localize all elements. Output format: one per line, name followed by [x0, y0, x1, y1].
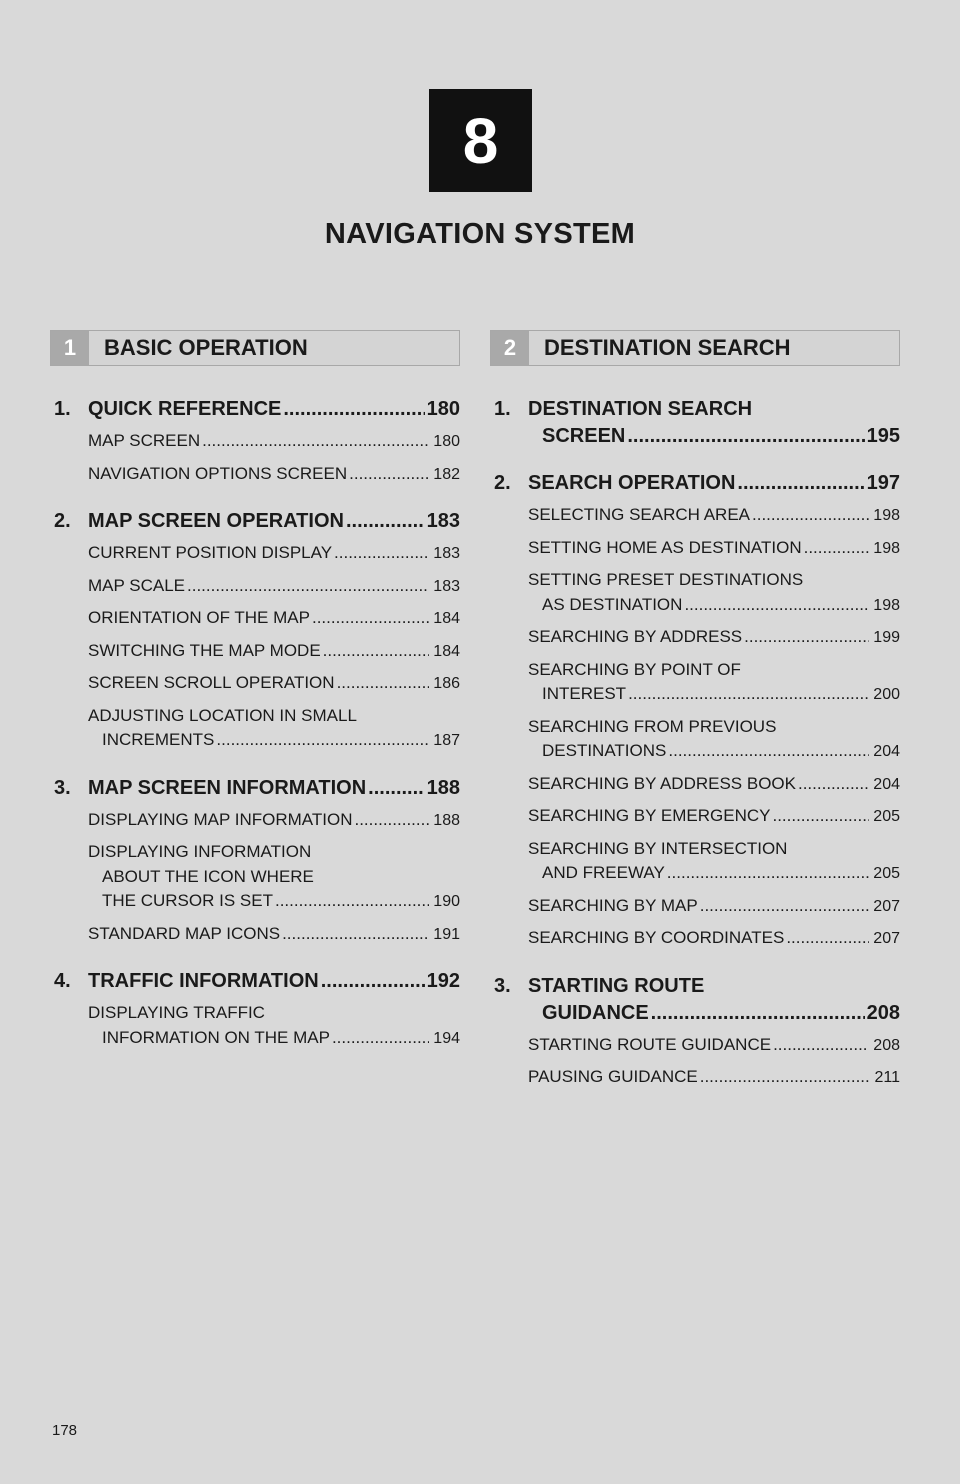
entry-title-block — [528, 396, 900, 450]
subentry-page: 183 — [433, 577, 460, 595]
leader-dots — [334, 541, 429, 566]
toc-subentry[interactable] — [88, 840, 460, 915]
subentry-line — [88, 541, 460, 567]
leader-dots — [346, 508, 425, 535]
subentry-line — [528, 593, 900, 619]
section-destination-search — [490, 330, 900, 1098]
toc-subentry[interactable] — [88, 429, 460, 455]
section-header — [490, 330, 900, 366]
toc-list — [490, 396, 900, 1091]
toc-subentry[interactable] — [528, 658, 900, 708]
subentry-title: DISPLAYING TRAFFIC — [88, 1003, 265, 1022]
toc-chapter-entry[interactable] — [490, 470, 900, 497]
leader-dots — [772, 804, 869, 829]
entry-title: TRAFFIC INFORMATION — [88, 970, 319, 992]
toc-subentry[interactable] — [88, 541, 460, 567]
entry-page: 195 — [866, 425, 900, 447]
subentry-line — [528, 1033, 900, 1059]
toc-chapter-entry[interactable] — [50, 775, 460, 802]
subentry-title: SETTING PRESET DESTINATIONS — [528, 570, 804, 589]
subentry-title: SWITCHING THE MAP MODE — [88, 640, 321, 660]
toc-subentry[interactable] — [528, 804, 900, 830]
subentry-line — [88, 704, 460, 729]
subentry-title: ABOUT THE ICON WHERE — [102, 866, 314, 886]
group-spacer — [50, 494, 460, 508]
leader-dots — [275, 889, 429, 914]
subentry-title: SELECTING SEARCH AREA — [528, 505, 751, 524]
subentry-title: SEARCHING BY ADDRESS BOOK — [528, 773, 796, 793]
section-header — [50, 330, 460, 366]
leader-dots — [354, 808, 429, 833]
subentry-page: 184 — [433, 610, 460, 627]
entry-page: 188 — [426, 776, 460, 799]
toc-subentry[interactable] — [528, 1065, 900, 1091]
entry-page: 192 — [426, 970, 460, 992]
subentry-title: SEARCHING BY POINT OF — [528, 659, 741, 679]
group-spacer — [50, 761, 460, 775]
entry-title: GUIDANCE — [542, 1001, 649, 1024]
subentry-title: AS DESTINATION — [542, 594, 683, 614]
subentry-line — [88, 1001, 460, 1026]
page-number: 178 — [52, 1422, 78, 1439]
toc-subentry[interactable] — [88, 1001, 460, 1051]
leader-dots — [737, 470, 864, 497]
entry-title-line — [88, 396, 460, 423]
subentry-page: 183 — [433, 545, 460, 562]
entry-title: SCREEN — [542, 425, 626, 447]
entry-title-line — [528, 973, 900, 1000]
entry-title-line — [528, 396, 900, 423]
toc-subentry[interactable] — [88, 574, 460, 600]
subentry-page: 205 — [873, 865, 900, 882]
toc-subentry[interactable] — [528, 894, 900, 920]
leader-dots — [321, 968, 425, 995]
subentry-line — [88, 922, 460, 948]
entry-number: 4. — [54, 970, 71, 992]
leader-dots — [323, 639, 430, 664]
entry-title-line — [88, 775, 460, 802]
subentry-page: 198 — [873, 596, 900, 614]
subentry-line — [528, 1065, 900, 1091]
chapter-number-badge — [429, 89, 532, 192]
subentry-page: 187 — [433, 732, 460, 749]
subentry-page: 211 — [874, 1069, 900, 1086]
subentry-line — [88, 1026, 460, 1052]
entry-page: 183 — [426, 510, 460, 532]
entry-title: SEARCH OPERATION — [528, 472, 736, 494]
subentry-line — [528, 739, 900, 765]
subentry-line — [88, 671, 460, 697]
subentry-title: STARTING ROUTE GUIDANCE — [528, 1034, 772, 1054]
entry-title-block — [88, 396, 460, 423]
toc-subentry[interactable] — [528, 837, 900, 887]
toc-list — [50, 396, 460, 1051]
entry-title: MAP SCREEN INFORMATION — [88, 776, 367, 799]
subentry-page: 208 — [873, 1036, 900, 1054]
leader-dots — [283, 396, 424, 423]
subentry-line — [88, 462, 460, 488]
group-spacer — [490, 456, 900, 470]
toc-chapter-entry[interactable] — [50, 968, 460, 995]
leader-dots — [368, 775, 424, 802]
subentry-line — [88, 429, 460, 455]
subentry-line — [528, 837, 900, 862]
subentry-page: 194 — [433, 1029, 460, 1047]
entry-title: STARTING ROUTE — [528, 974, 705, 997]
entry-title-block — [528, 470, 900, 497]
toc-subentry[interactable] — [88, 639, 460, 665]
entry-title-line — [542, 1000, 900, 1027]
chapter-number: 8 — [462, 104, 499, 177]
subentry-page: 199 — [873, 629, 900, 646]
subentry-title: MAP SCREEN — [88, 431, 201, 450]
entry-number: 2. — [494, 472, 511, 494]
subentry-line — [88, 639, 460, 665]
subentry-page: 180 — [433, 433, 460, 450]
section-basic-operation — [50, 330, 460, 1058]
leader-dots — [202, 429, 429, 454]
section-title: DESTINATION SEARCH — [544, 335, 791, 360]
toc-subentry[interactable] — [528, 715, 900, 765]
toc-subentry[interactable] — [528, 625, 900, 651]
leader-dots — [349, 462, 429, 487]
toc-chapter-entry[interactable] — [50, 396, 460, 423]
subentry-line — [528, 715, 900, 740]
toc-subentry[interactable] — [528, 772, 900, 798]
entry-number: 3. — [494, 974, 511, 997]
subentry-title: DESTINATIONS — [542, 741, 667, 760]
subentry-title: CURRENT POSITION DISPLAY — [88, 543, 333, 562]
subentry-page: 200 — [873, 686, 900, 703]
entry-title-block — [88, 968, 460, 995]
subentry-title: SEARCHING BY INTERSECTION — [528, 838, 788, 858]
leader-dots — [798, 772, 869, 797]
subentry-title: SCREEN SCROLL OPERATION — [88, 673, 335, 692]
entry-number: 3. — [54, 776, 71, 799]
subentry-line — [88, 808, 460, 834]
subentry-title: THE CURSOR IS SET — [102, 891, 273, 910]
subentry-title: SEARCHING BY ADDRESS — [528, 627, 743, 646]
subentry-page: 198 — [873, 539, 900, 557]
leader-dots — [700, 894, 870, 919]
leader-dots — [216, 728, 429, 753]
subentry-page: 186 — [433, 675, 460, 692]
leader-dots — [700, 1065, 871, 1090]
subentry-page: 198 — [873, 507, 900, 524]
leader-dots — [752, 503, 869, 528]
entry-title-block — [88, 775, 460, 802]
leader-dots — [668, 739, 869, 764]
subentry-page: 204 — [873, 743, 900, 760]
toc-subentry[interactable] — [528, 503, 900, 529]
toc-subentry[interactable] — [528, 1033, 900, 1059]
subentry-line — [88, 889, 460, 915]
subentry-page: 188 — [433, 811, 460, 829]
leader-dots — [667, 861, 870, 886]
subentry-title: PAUSING GUIDANCE — [528, 1067, 698, 1086]
subentry-title: SEARCHING FROM PREVIOUS — [528, 716, 777, 736]
subentry-page: 207 — [873, 930, 900, 947]
leader-dots — [282, 922, 429, 947]
toc-subentry[interactable] — [88, 606, 460, 632]
toc-subentry[interactable] — [528, 926, 900, 952]
subentry-line — [528, 926, 900, 952]
subentry-line — [528, 658, 900, 683]
chapter-title: NAVIGATION SYSTEM — [324, 218, 636, 250]
subentry-title: ADJUSTING LOCATION IN SMALL — [88, 705, 357, 725]
subentry-line — [528, 861, 900, 887]
section-number: 1 — [51, 331, 89, 365]
leader-dots — [651, 1000, 865, 1027]
toc-subentry[interactable] — [528, 568, 900, 618]
subentry-page: 184 — [433, 642, 460, 660]
leader-dots — [804, 536, 870, 561]
toc-subentry[interactable] — [528, 536, 900, 562]
group-spacer — [50, 954, 460, 968]
leader-dots — [628, 682, 869, 707]
subentry-page: 204 — [873, 775, 900, 793]
leader-dots — [312, 606, 429, 631]
entry-title-block — [88, 508, 460, 535]
subentry-line — [528, 536, 900, 562]
leader-dots — [773, 1033, 869, 1058]
subentry-page: 205 — [873, 808, 900, 825]
entry-page: 197 — [866, 472, 900, 494]
leader-dots — [744, 625, 869, 650]
entry-number: 1. — [54, 398, 71, 420]
subentry-title: SEARCHING BY EMERGENCY — [528, 806, 771, 825]
subentry-title: SEARCHING BY COORDINATES — [528, 928, 785, 947]
subentry-title: STANDARD MAP ICONS — [88, 923, 281, 943]
entry-title-block — [528, 973, 900, 1027]
leader-dots — [786, 926, 869, 951]
subentry-line — [88, 606, 460, 632]
subentry-title: ORIENTATION OF THE MAP — [88, 608, 310, 627]
entry-title: DESTINATION SEARCH — [528, 398, 753, 420]
entry-title-line — [88, 968, 460, 995]
subentry-title: SEARCHING BY MAP — [528, 895, 698, 915]
section-number: 2 — [491, 331, 529, 365]
subentry-line — [88, 574, 460, 600]
toc-subentry[interactable] — [88, 704, 460, 754]
entry-title-line — [88, 508, 460, 535]
subentry-line — [528, 568, 900, 593]
group-spacer — [490, 959, 900, 973]
subentry-title: INTEREST — [542, 684, 627, 703]
toc-chapter-entry[interactable] — [490, 396, 900, 450]
subentry-title: DISPLAYING MAP INFORMATION — [88, 809, 353, 829]
toc-subentry[interactable] — [88, 808, 460, 834]
subentry-title: INFORMATION ON THE MAP — [102, 1027, 330, 1047]
section-title: BASIC OPERATION — [104, 335, 308, 360]
subentry-title: MAP SCALE — [88, 575, 186, 595]
entry-page: 208 — [866, 1001, 900, 1024]
entry-title: MAP SCREEN OPERATION — [88, 510, 344, 532]
subentry-page: 190 — [433, 893, 460, 910]
subentry-line — [88, 865, 460, 890]
subentry-title: DISPLAYING INFORMATION — [88, 842, 312, 861]
subentry-page: 182 — [433, 465, 460, 483]
subentry-line — [528, 894, 900, 920]
leader-dots — [684, 593, 869, 618]
subentry-line — [88, 840, 460, 865]
entry-number: 1. — [494, 398, 511, 420]
leader-dots — [337, 671, 430, 696]
subentry-line — [528, 772, 900, 798]
subentry-page: 191 — [433, 925, 460, 943]
subentry-title: AND FREEWAY — [542, 863, 665, 882]
leader-dots — [627, 423, 864, 450]
subentry-line — [528, 682, 900, 708]
toc-chapter-entry[interactable] — [490, 973, 900, 1027]
toc-subentry[interactable] — [88, 462, 460, 488]
entry-number: 2. — [54, 510, 71, 532]
subentry-line — [528, 503, 900, 529]
subentry-title: INCREMENTS — [102, 730, 215, 749]
subentry-title: NAVIGATION OPTIONS SCREEN — [88, 463, 348, 483]
entry-title: QUICK REFERENCE — [88, 398, 282, 420]
entry-page: 180 — [426, 398, 460, 420]
subentry-line — [528, 625, 900, 651]
toc-subentry[interactable] — [88, 671, 460, 697]
subentry-line — [528, 804, 900, 830]
subentry-line — [88, 728, 460, 754]
leader-dots — [187, 574, 429, 599]
entry-title-line — [528, 470, 900, 497]
toc-subentry[interactable] — [88, 922, 460, 948]
subentry-page: 207 — [873, 897, 900, 915]
leader-dots — [332, 1026, 429, 1051]
entry-title-line — [542, 423, 900, 450]
toc-chapter-entry[interactable] — [50, 508, 460, 535]
subentry-title: SETTING HOME AS DESTINATION — [528, 537, 802, 557]
